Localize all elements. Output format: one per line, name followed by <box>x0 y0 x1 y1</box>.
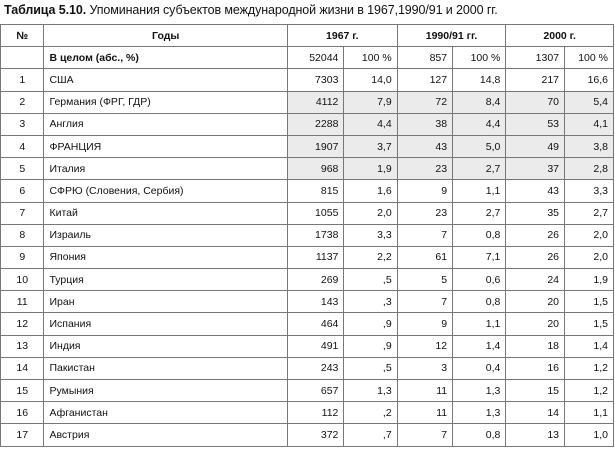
row-number: 10 <box>1 269 44 291</box>
total-row <box>1 47 614 69</box>
table-row <box>1 69 614 91</box>
table-row <box>1 135 614 157</box>
percent-cell: 2,2 <box>344 246 397 268</box>
count-cell: 112 <box>287 402 344 424</box>
country-name: Япония <box>44 246 287 268</box>
table-row <box>1 202 614 224</box>
percent-cell: 1,4 <box>565 335 614 357</box>
count-cell: 11 <box>397 380 452 402</box>
count-cell: 9 <box>397 313 452 335</box>
percent-cell: ,9 <box>344 335 397 357</box>
percent-cell: ,5 <box>344 357 397 379</box>
percent-cell: 3,7 <box>344 135 397 157</box>
row-number: 5 <box>1 158 44 180</box>
row-number: 12 <box>1 313 44 335</box>
percent-cell: 1,6 <box>344 180 397 202</box>
percent-cell: 1,2 <box>565 380 614 402</box>
count-cell: 269 <box>287 269 344 291</box>
count-cell: 24 <box>506 269 565 291</box>
table-row <box>1 158 614 180</box>
count-cell: 143 <box>287 291 344 313</box>
percent-cell: 0,8 <box>453 424 506 446</box>
count-cell: 657 <box>287 380 344 402</box>
row-number: 2 <box>1 91 44 113</box>
percent-cell: 1,5 <box>565 313 614 335</box>
percent-cell: 7,9 <box>344 91 397 113</box>
table-row <box>1 291 614 313</box>
country-name: Китай <box>44 202 287 224</box>
header-num: № <box>1 25 44 47</box>
percent-cell: 1,1 <box>453 180 506 202</box>
country-name: СФРЮ (Словения, Сербия) <box>44 180 287 202</box>
count-cell: 38 <box>397 113 452 135</box>
percent-cell: 1,1 <box>453 313 506 335</box>
country-name: Австрия <box>44 424 287 446</box>
count-cell: 13 <box>506 424 565 446</box>
percent-cell: 0,4 <box>453 357 506 379</box>
count-cell: 12 <box>397 335 452 357</box>
percent-cell: 3,3 <box>565 180 614 202</box>
row-number: 7 <box>1 202 44 224</box>
count-cell: 23 <box>397 202 452 224</box>
percent-cell: 5,0 <box>453 135 506 157</box>
percent-cell: 4,4 <box>453 113 506 135</box>
header-row <box>1 25 614 47</box>
mentions-table <box>0 24 614 447</box>
row-number: 14 <box>1 357 44 379</box>
percent-cell: ,3 <box>344 291 397 313</box>
count-cell: 217 <box>506 69 565 91</box>
count-cell: 23 <box>397 158 452 180</box>
percent-cell: 1,9 <box>565 269 614 291</box>
country-name: Индия <box>44 335 287 357</box>
row-number: 11 <box>1 291 44 313</box>
percent-cell: 4,1 <box>565 113 614 135</box>
total-cell: 100 % <box>453 47 506 69</box>
count-cell: 72 <box>397 91 452 113</box>
percent-cell: 2,8 <box>565 158 614 180</box>
country-name: Пакистан <box>44 357 287 379</box>
percent-cell: ,5 <box>344 269 397 291</box>
count-cell: 7 <box>397 291 452 313</box>
table-row <box>1 180 614 202</box>
country-name: Иран <box>44 291 287 313</box>
percent-cell: 3,8 <box>565 135 614 157</box>
percent-cell: 3,3 <box>344 224 397 246</box>
country-name: Испания <box>44 313 287 335</box>
header-period-1967: 1967 г. <box>287 25 397 47</box>
percent-cell: 4,4 <box>344 113 397 135</box>
count-cell: 2288 <box>287 113 344 135</box>
count-cell: 243 <box>287 357 344 379</box>
row-number: 15 <box>1 380 44 402</box>
row-number: 13 <box>1 335 44 357</box>
percent-cell: ,7 <box>344 424 397 446</box>
country-name: Турция <box>44 269 287 291</box>
table-row <box>1 402 614 424</box>
row-number: 8 <box>1 224 44 246</box>
total-cell: 100 % <box>344 47 397 69</box>
percent-cell: 1,9 <box>344 158 397 180</box>
count-cell: 11 <box>397 402 452 424</box>
count-cell: 1907 <box>287 135 344 157</box>
percent-cell: 1,3 <box>344 380 397 402</box>
count-cell: 4112 <box>287 91 344 113</box>
count-cell: 53 <box>506 113 565 135</box>
table-row <box>1 113 614 135</box>
percent-cell: 5,4 <box>565 91 614 113</box>
count-cell: 3 <box>397 357 452 379</box>
count-cell: 43 <box>506 180 565 202</box>
percent-cell: 0,8 <box>453 224 506 246</box>
percent-cell: 1,4 <box>453 335 506 357</box>
percent-cell: 7,1 <box>453 246 506 268</box>
count-cell: 26 <box>506 246 565 268</box>
count-cell: 372 <box>287 424 344 446</box>
count-cell: 464 <box>287 313 344 335</box>
total-label: В целом (абс., %) <box>44 47 287 69</box>
header-period-1990-91: 1990/91 гг. <box>397 25 506 47</box>
country-name: Израиль <box>44 224 287 246</box>
country-name: Италия <box>44 158 287 180</box>
percent-cell: 2,7 <box>453 202 506 224</box>
count-cell: 20 <box>506 313 565 335</box>
total-num <box>1 47 44 69</box>
count-cell: 5 <box>397 269 452 291</box>
table-row <box>1 313 614 335</box>
total-cell: 52044 <box>287 47 344 69</box>
table-row <box>1 424 614 446</box>
percent-cell: ,2 <box>344 402 397 424</box>
count-cell: 26 <box>506 224 565 246</box>
table-caption <box>4 3 498 18</box>
percent-cell: 2,7 <box>453 158 506 180</box>
percent-cell: 0,6 <box>453 269 506 291</box>
percent-cell: 8,4 <box>453 91 506 113</box>
count-cell: 35 <box>506 202 565 224</box>
count-cell: 15 <box>506 380 565 402</box>
percent-cell: 2,0 <box>565 246 614 268</box>
count-cell: 20 <box>506 291 565 313</box>
table-row <box>1 357 614 379</box>
row-number: 4 <box>1 135 44 157</box>
count-cell: 1738 <box>287 224 344 246</box>
caption-label: Таблица 5.10. <box>4 3 87 17</box>
percent-cell: 1,5 <box>565 291 614 313</box>
count-cell: 7 <box>397 424 452 446</box>
count-cell: 61 <box>397 246 452 268</box>
total-cell: 1307 <box>506 47 565 69</box>
percent-cell: 16,6 <box>565 69 614 91</box>
total-cell: 100 % <box>565 47 614 69</box>
count-cell: 1055 <box>287 202 344 224</box>
count-cell: 70 <box>506 91 565 113</box>
row-number: 9 <box>1 246 44 268</box>
count-cell: 7 <box>397 224 452 246</box>
table-row <box>1 335 614 357</box>
count-cell: 9 <box>397 180 452 202</box>
country-name: Румыния <box>44 380 287 402</box>
caption-text: Упоминания субъектов международной жизни в 1967,1990/91 и 2000 гг. <box>89 3 498 17</box>
count-cell: 16 <box>506 357 565 379</box>
count-cell: 43 <box>397 135 452 157</box>
percent-cell: 2,7 <box>565 202 614 224</box>
percent-cell: 2,0 <box>565 224 614 246</box>
country-name: Афганистан <box>44 402 287 424</box>
percent-cell: 1,3 <box>453 380 506 402</box>
percent-cell: 1,2 <box>565 357 614 379</box>
percent-cell: 14,8 <box>453 69 506 91</box>
row-number: 6 <box>1 180 44 202</box>
count-cell: 14 <box>506 402 565 424</box>
percent-cell: 0,8 <box>453 291 506 313</box>
percent-cell: 14,0 <box>344 69 397 91</box>
country-name: США <box>44 69 287 91</box>
table-row <box>1 269 614 291</box>
count-cell: 1137 <box>287 246 344 268</box>
count-cell: 37 <box>506 158 565 180</box>
row-number: 16 <box>1 402 44 424</box>
table-row <box>1 224 614 246</box>
percent-cell: ,9 <box>344 313 397 335</box>
table-row <box>1 380 614 402</box>
percent-cell: 2,0 <box>344 202 397 224</box>
count-cell: 127 <box>397 69 452 91</box>
header-years: Годы <box>44 25 287 47</box>
row-number: 17 <box>1 424 44 446</box>
count-cell: 968 <box>287 158 344 180</box>
percent-cell: 1,1 <box>565 402 614 424</box>
total-cell: 857 <box>397 47 452 69</box>
country-name: Англия <box>44 113 287 135</box>
table-row <box>1 91 614 113</box>
table-row <box>1 246 614 268</box>
percent-cell: 1,3 <box>453 402 506 424</box>
country-name: Германия (ФРГ, ГДР) <box>44 91 287 113</box>
count-cell: 49 <box>506 135 565 157</box>
count-cell: 815 <box>287 180 344 202</box>
percent-cell: 1,0 <box>565 424 614 446</box>
header-period-2000: 2000 г. <box>506 25 614 47</box>
count-cell: 7303 <box>287 69 344 91</box>
count-cell: 18 <box>506 335 565 357</box>
row-number: 3 <box>1 113 44 135</box>
count-cell: 491 <box>287 335 344 357</box>
country-name: ФРАНЦИЯ <box>44 135 287 157</box>
row-number: 1 <box>1 69 44 91</box>
